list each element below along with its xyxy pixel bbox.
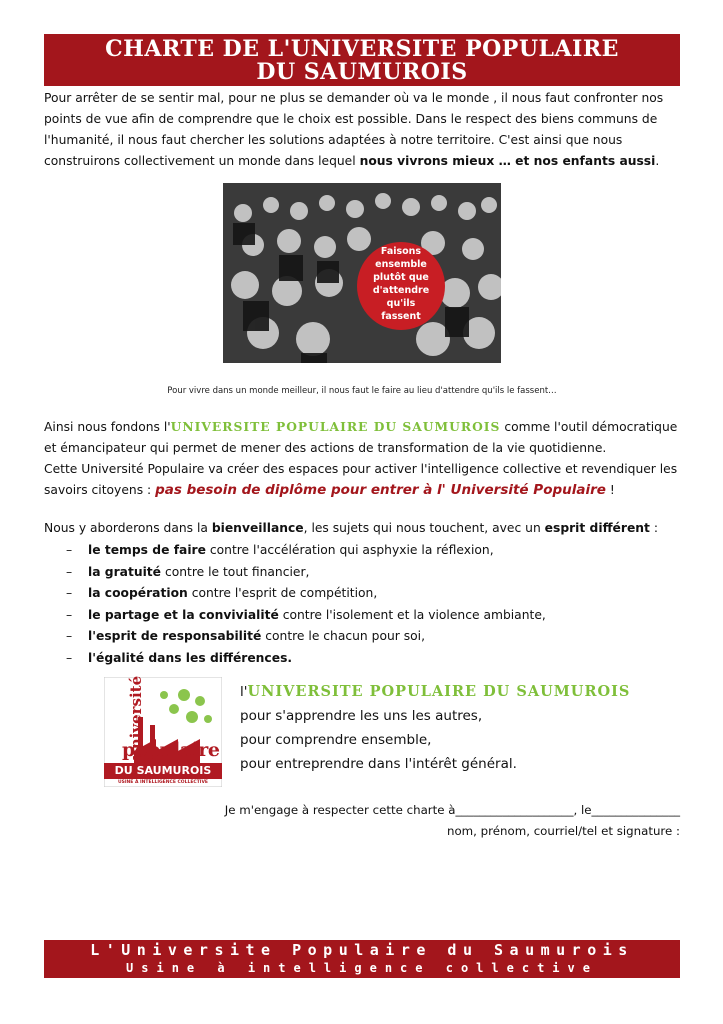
motto-line: pour entreprendre dans l'intérêt général.	[240, 756, 517, 772]
value-rest: contre l'esprit de compétition,	[187, 586, 378, 601]
header-banner	[44, 34, 680, 86]
overlay-line: plutôt que	[373, 272, 429, 283]
motto-block	[240, 680, 630, 776]
list-item	[66, 626, 546, 648]
overlay-line: qu'ils	[386, 298, 416, 309]
motto-title	[240, 680, 630, 704]
value-bold: l'esprit de responsabilité	[88, 629, 262, 644]
list-dash: –	[66, 650, 73, 665]
list-dash: –	[66, 564, 73, 579]
approach-end: :	[649, 521, 658, 535]
list-item	[66, 605, 546, 627]
logo-word-universite: université	[127, 675, 146, 761]
approach-pre: Nous y aborderons dans la	[44, 521, 212, 535]
up-logo	[104, 677, 222, 787]
foundation-p2: Cette Université Populaire va créer des espaces pour activer l'intelligence collective et revendiquer les savoirs citoyens :	[44, 462, 678, 497]
list-item	[66, 648, 546, 670]
signature-fields-label: nom, prénom, courriel/tel et signature :	[446, 824, 680, 838]
value-rest: contre le chacun pour soi,	[261, 629, 425, 644]
up-name: UNIVERSITE POPULAIRE DU SAUMUROIS	[170, 419, 501, 434]
values-list	[66, 540, 546, 670]
logo-word-saumurois: DU SAUMUROIS	[104, 763, 222, 779]
value-bold: la gratuité	[88, 564, 162, 579]
logo-word-populaire: populaire	[122, 739, 220, 761]
logo-tagline: USINE À INTELLIGENCE COLLECTIVE	[117, 780, 209, 785]
value-bold: la coopération	[88, 586, 188, 601]
foundation-p2-end: !	[605, 483, 615, 497]
list-item	[66, 562, 546, 584]
overlay-line: fassent	[381, 311, 421, 322]
header-title-line1: CHARTE DE L'UNIVERSITE POPULAIRE	[105, 36, 619, 62]
approach-paragraph	[44, 518, 684, 539]
list-dash: –	[66, 607, 73, 622]
foundation-paragraph	[44, 416, 684, 501]
foundation-post: comme l'outil démocratique et émancipateur qui permet de mener des actions de transformation de la vie quotidienne.	[44, 420, 678, 455]
list-dash: –	[66, 586, 73, 601]
signature-line[interactable]: Je m'engage à respecter cette charte à____________________, le_______________	[224, 803, 680, 817]
intro-paragraph	[44, 88, 684, 172]
footer-tagline: Usine à intelligence collective	[126, 961, 598, 975]
overlay-line: Faisons	[380, 246, 422, 257]
footer-title: L'Universite Populaire du Saumurois	[90, 941, 634, 959]
photo-caption: Pour vivre dans un monde meilleur, il nous faut le faire au lieu d'attendre qu'ils le fassent…	[167, 386, 557, 396]
value-rest: contre le tout financier,	[161, 564, 310, 579]
motto-line: pour comprendre ensemble,	[240, 732, 432, 748]
list-dash: –	[66, 629, 73, 644]
no-diploma-slogan: pas besoin de diplôme pour entrer à l' Université Populaire	[155, 482, 606, 498]
list-dash: –	[66, 543, 73, 557]
intro-text: Pour arrêter de se sentir mal, pour ne plus se demander où va le monde , il nous faut confronter nos points de vue afin de comprendre que le choix est possible. Dans le respect des biens communs de l'humanité, il nous faut chercher les solutions adaptées à notre territoire. C'est ainsi que nous construirons collectivement un monde dans lequel	[44, 91, 664, 168]
intro-end: .	[655, 154, 660, 168]
approach-mid: , les sujets qui nous touchent, avec un	[303, 521, 545, 535]
crowd-photo	[223, 183, 501, 363]
header-title-line2: DU SAUMUROIS	[256, 59, 468, 85]
overlay-line: ensemble	[375, 259, 427, 270]
motto-prefix: l'	[240, 684, 248, 700]
list-item	[66, 583, 546, 605]
intro-emphasis: nous vivrons mieux … et nos enfants aussi	[359, 154, 656, 168]
motto-up-name: UNIVERSITE POPULAIRE DU SAUMUROIS	[247, 683, 631, 700]
overlay-line: d'attendre	[372, 285, 430, 296]
footer-banner	[44, 940, 680, 978]
value-bold: le partage et la convivialité	[88, 607, 279, 622]
signature-block	[44, 800, 680, 842]
motto-line: pour s'apprendre les uns les autres,	[240, 708, 483, 724]
photo-overlay-text	[357, 245, 445, 323]
value-rest: contre l'accélération qui asphyxie la réflexion,	[205, 543, 494, 557]
approach-bold1: bienveillance	[211, 521, 304, 535]
list-item	[66, 540, 546, 562]
value-bold: le temps de faire	[88, 543, 206, 557]
value-bold: l'égalité dans les différences.	[88, 650, 293, 665]
approach-bold2: esprit différent	[544, 521, 650, 535]
value-rest: contre l'isolement et la violence ambiante,	[278, 607, 546, 622]
foundation-pre: Ainsi nous fondons l'	[44, 420, 171, 434]
